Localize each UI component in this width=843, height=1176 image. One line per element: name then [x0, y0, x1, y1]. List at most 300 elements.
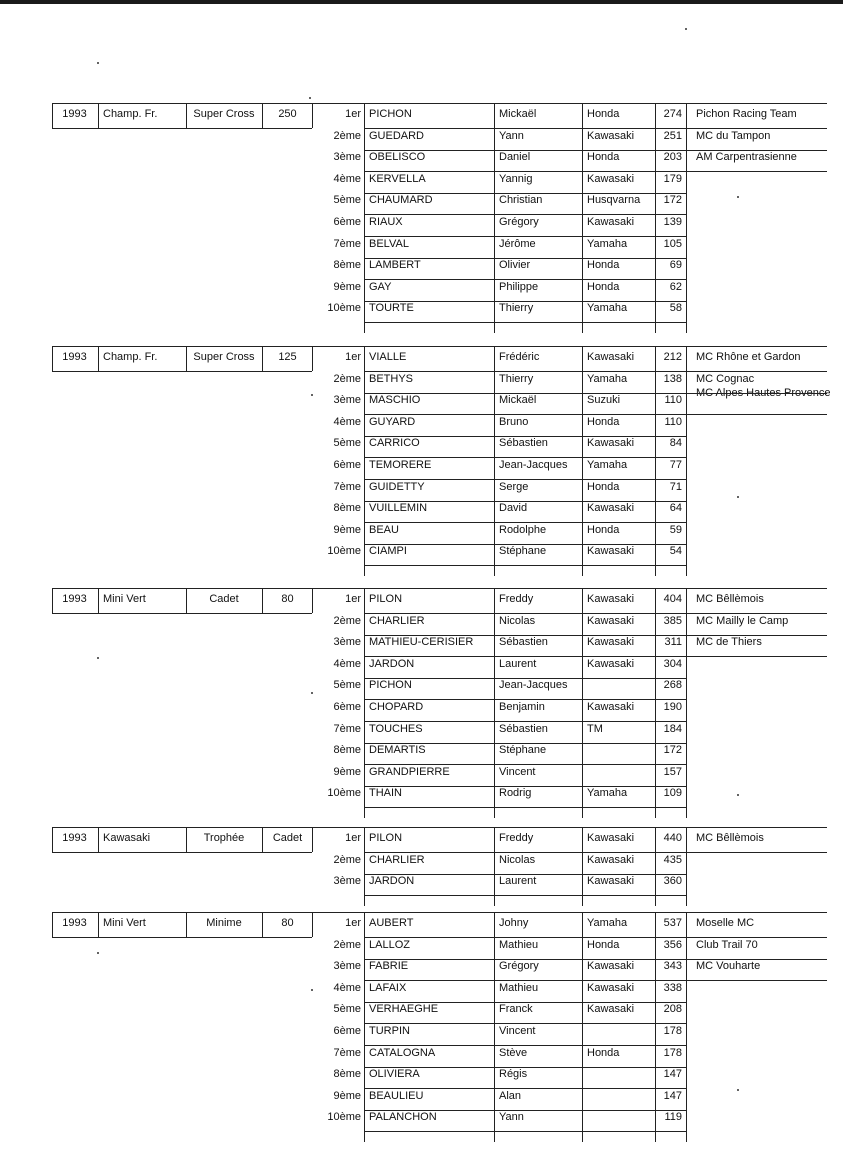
position-cell: 4ème	[333, 981, 361, 994]
section-header-underline	[52, 937, 312, 938]
category-cell: Minime	[206, 917, 242, 929]
class-cell: 125	[278, 351, 297, 363]
position-cell: 2ème	[333, 853, 361, 866]
points-cell: 109	[663, 787, 682, 800]
column-divider	[655, 912, 656, 1142]
brand-cell: Kawasaki	[587, 701, 635, 713]
last-name-cell: DEMARTIS	[369, 744, 426, 757]
position-cell: 1er	[345, 108, 361, 120]
column-divider	[582, 103, 583, 333]
first-name-cell: Vincent	[499, 1025, 536, 1037]
last-name-cell: GUIDETTY	[369, 480, 425, 493]
points-cell: 69	[669, 259, 682, 272]
points-cell: 147	[663, 1089, 682, 1102]
section-top-rule-right	[313, 103, 827, 104]
team-cell: AM Carpentrasienne	[696, 151, 797, 164]
scan-speck	[97, 62, 99, 64]
first-name-cell: Philippe	[499, 280, 539, 293]
last-name-cell: PILON	[369, 832, 403, 844]
points-cell: 274	[663, 108, 682, 120]
last-name-cell: BEAU	[369, 523, 399, 536]
last-name-cell: GUYARD	[369, 415, 416, 428]
position-cell: 4ème	[333, 657, 361, 670]
brand-cell: Kawasaki	[587, 172, 635, 185]
brand-cell: Kawasaki	[587, 1003, 635, 1016]
brand-cell: Kawasaki	[587, 636, 635, 649]
header-divider	[98, 346, 99, 371]
header-divider	[98, 827, 99, 852]
position-cell: 9ème	[333, 523, 361, 536]
points-cell: 62	[669, 280, 682, 293]
last-name-cell: THAIN	[369, 787, 402, 800]
last-name-cell: LALLOZ	[369, 938, 410, 951]
championship-cell: Champ. Fr.	[103, 351, 158, 363]
column-divider	[582, 346, 583, 576]
points-cell: 58	[669, 302, 682, 315]
points-cell: 311	[664, 636, 682, 649]
championship-cell: Kawasaki	[103, 832, 151, 844]
points-cell: 172	[663, 744, 682, 757]
team-rule	[687, 393, 827, 394]
position-cell: 10ème	[327, 302, 361, 315]
brand-cell: Kawasaki	[587, 832, 635, 844]
page-top-border	[0, 0, 843, 4]
position-cell: 3ème	[333, 151, 361, 164]
last-name-cell: PICHON	[369, 108, 412, 120]
team-rule	[687, 171, 827, 172]
position-cell: 6ème	[333, 1025, 361, 1037]
column-divider	[655, 827, 656, 906]
first-name-cell: Sébastien	[499, 437, 548, 450]
column-divider	[686, 346, 687, 576]
section-top-rule	[52, 103, 312, 104]
section-top-rule	[52, 827, 312, 828]
brand-cell: Yamaha	[587, 372, 628, 385]
last-name-cell: JARDON	[369, 657, 415, 670]
position-cell: 3ème	[333, 960, 361, 973]
points-cell: 172	[663, 194, 682, 207]
category-cell: Super Cross	[193, 108, 255, 120]
scan-speck	[309, 97, 311, 99]
section-header-underline	[52, 852, 312, 853]
first-name-cell: David	[499, 502, 528, 515]
position-cell: 2ème	[333, 372, 361, 385]
position-cell: 6ème	[333, 701, 361, 713]
last-name-cell: TURPIN	[369, 1025, 410, 1037]
points-cell: 59	[669, 523, 682, 536]
first-name-cell: Christian	[499, 194, 543, 207]
first-name-cell: Johny	[499, 917, 529, 929]
brand-cell: Kawasaki	[587, 593, 635, 605]
row-rule	[365, 1131, 686, 1132]
class-cell: 80	[281, 593, 294, 605]
points-cell: 208	[663, 1003, 682, 1016]
position-cell: 6ème	[333, 459, 361, 471]
brand-cell: Honda	[587, 1046, 620, 1059]
column-divider	[364, 588, 365, 818]
column-divider	[364, 346, 365, 576]
points-cell: 157	[663, 765, 682, 778]
first-name-cell: Yann	[499, 1111, 524, 1124]
first-name-cell: Thierry	[499, 372, 534, 385]
points-cell: 184	[663, 722, 682, 735]
points-cell: 440	[663, 832, 682, 844]
brand-cell: Kawasaki	[587, 875, 635, 888]
last-name-cell: VIALLE	[369, 351, 407, 363]
points-cell: 343	[663, 960, 682, 973]
first-name-cell: Grégory	[499, 960, 539, 973]
first-name-cell: Rodrig	[499, 787, 532, 800]
position-cell: 9ème	[333, 765, 361, 778]
first-name-cell: Bruno	[499, 415, 529, 428]
last-name-cell: PICHON	[369, 679, 412, 692]
last-name-cell: FABRIE	[369, 960, 409, 973]
first-name-cell: Mathieu	[499, 938, 539, 951]
last-name-cell: GUEDARD	[369, 129, 425, 142]
first-name-cell: Thierry	[499, 302, 534, 315]
category-cell: Trophée	[203, 832, 245, 844]
first-name-cell: Rodolphe	[499, 523, 547, 536]
position-cell: 3ème	[333, 636, 361, 649]
last-name-cell: CATALOGNA	[369, 1046, 436, 1059]
last-name-cell: MATHIEU-CERISIER	[369, 636, 474, 649]
team-rule	[687, 414, 827, 415]
points-cell: 338	[663, 981, 682, 994]
championship-cell: Mini Vert	[103, 593, 146, 605]
first-name-cell: Sébastien	[499, 722, 548, 735]
last-name-cell: BETHYS	[369, 372, 414, 385]
team-cell: MC Mailly le Camp	[696, 614, 789, 627]
first-name-cell: Frédéric	[499, 351, 540, 363]
scan-speck	[737, 196, 739, 198]
points-cell: 84	[669, 437, 682, 450]
row-rule	[365, 807, 686, 808]
position-cell: 2ème	[333, 129, 361, 142]
last-name-cell: OLIVIERA	[369, 1068, 420, 1081]
section-header-underline	[52, 371, 312, 372]
scan-speck	[737, 794, 739, 796]
team-rule	[687, 656, 827, 657]
points-cell: 178	[663, 1025, 682, 1037]
first-name-cell: Stève	[499, 1046, 528, 1059]
scan-speck	[685, 28, 687, 30]
team-rule	[687, 371, 827, 372]
last-name-cell: TOURTE	[369, 302, 414, 315]
last-name-cell: CIAMPI	[369, 545, 407, 558]
position-cell: 8ème	[333, 259, 361, 272]
year-cell: 1993	[62, 108, 87, 120]
first-name-cell: Vincent	[499, 765, 536, 778]
team-cell: MC Bêllèmois	[696, 593, 764, 605]
points-cell: 178	[663, 1046, 682, 1059]
points-cell: 54	[669, 545, 682, 558]
points-cell: 110	[664, 394, 682, 407]
position-cell: 6ème	[333, 216, 361, 228]
team-cell: MC Cognac	[696, 372, 755, 385]
first-name-cell: Serge	[499, 480, 529, 493]
first-name-cell: Yann	[499, 129, 524, 142]
section-top-rule-right	[313, 588, 827, 589]
brand-cell: Honda	[587, 480, 620, 493]
team-rule	[687, 635, 827, 636]
position-cell: 2ème	[333, 938, 361, 951]
first-name-cell: Yannig	[499, 172, 533, 185]
position-cell: 9ème	[333, 280, 361, 293]
brand-cell: Honda	[587, 259, 620, 272]
team-cell: MC de Thiers	[696, 636, 762, 649]
brand-cell: Kawasaki	[587, 502, 635, 515]
brand-cell: Honda	[587, 523, 620, 536]
brand-cell: Honda	[587, 415, 620, 428]
first-name-cell: Grégory	[499, 216, 539, 228]
column-divider	[364, 912, 365, 1142]
points-cell: 71	[669, 480, 682, 493]
first-name-cell: Mickaël	[499, 108, 537, 120]
first-name-cell: Benjamin	[499, 701, 545, 713]
column-divider	[582, 588, 583, 818]
column-divider	[582, 912, 583, 1142]
position-cell: 7ème	[333, 237, 361, 250]
scan-speck	[97, 952, 99, 954]
last-name-cell: OBELISCO	[369, 151, 426, 164]
team-cell: Club Trail 70	[696, 938, 758, 951]
first-name-cell: Mickaël	[499, 394, 537, 407]
header-divider	[98, 588, 99, 613]
header-divider	[98, 103, 99, 128]
section-header-underline	[52, 128, 312, 129]
championship-cell: Mini Vert	[103, 917, 146, 929]
team-cell: Moselle MC	[696, 917, 755, 929]
section-top-rule-right	[313, 346, 827, 347]
position-cell: 5ème	[333, 1003, 361, 1016]
last-name-cell: VERHAEGHE	[369, 1003, 439, 1016]
brand-cell: Kawasaki	[587, 981, 635, 994]
championship-cell: Champ. Fr.	[103, 108, 158, 120]
brand-cell: Yamaha	[587, 237, 628, 250]
points-cell: 77	[669, 459, 682, 471]
first-name-cell: Nicolas	[499, 853, 536, 866]
column-divider	[655, 346, 656, 576]
team-cell: MC du Tampon	[696, 129, 771, 142]
position-cell: 5ème	[333, 194, 361, 207]
position-cell: 8ème	[333, 1068, 361, 1081]
brand-cell: Yamaha	[587, 302, 628, 315]
row-rule	[365, 565, 686, 566]
position-cell: 4ème	[333, 172, 361, 185]
points-cell: 138	[663, 372, 682, 385]
scan-speck	[737, 496, 739, 498]
last-name-cell: BELVAL	[369, 237, 409, 250]
points-cell: 360	[663, 875, 682, 888]
class-cell: Cadet	[272, 832, 303, 844]
position-cell: 7ème	[333, 1046, 361, 1059]
last-name-cell: CARRICO	[369, 437, 420, 450]
position-cell: 7ème	[333, 722, 361, 735]
position-cell: 7ème	[333, 480, 361, 493]
first-name-cell: Jean-Jacques	[499, 459, 568, 471]
brand-cell: Kawasaki	[587, 216, 635, 228]
position-cell: 10ème	[327, 787, 361, 800]
position-cell: 10ème	[327, 545, 361, 558]
first-name-cell: Jean-Jacques	[499, 679, 568, 692]
brand-cell: Kawasaki	[587, 545, 635, 558]
position-cell: 1er	[345, 917, 361, 929]
brand-cell: Yamaha	[587, 787, 628, 800]
header-divider	[98, 912, 99, 937]
first-name-cell: Freddy	[499, 832, 534, 844]
section-top-rule	[52, 346, 312, 347]
brand-cell: Kawasaki	[587, 129, 635, 142]
team-cell: MC Vouharte	[696, 960, 761, 973]
first-name-cell: Laurent	[499, 875, 537, 888]
brand-cell: Kawasaki	[587, 437, 635, 450]
points-cell: 356	[663, 938, 682, 951]
section-top-rule-right	[313, 912, 827, 913]
points-cell: 203	[663, 151, 682, 164]
brand-cell: Honda	[587, 108, 620, 120]
section-top-rule-right	[313, 827, 827, 828]
team-rule	[687, 613, 827, 614]
team-cell: MC Bêllèmois	[696, 832, 764, 844]
position-cell: 2ème	[333, 614, 361, 627]
column-divider	[582, 827, 583, 906]
section-top-rule	[52, 588, 312, 589]
last-name-cell: MASCHIO	[369, 394, 421, 407]
last-name-cell: CHAUMARD	[369, 194, 433, 207]
last-name-cell: PALANCHON	[369, 1111, 437, 1124]
points-cell: 110	[664, 415, 682, 428]
position-cell: 1er	[345, 832, 361, 844]
brand-cell: Honda	[587, 938, 620, 951]
brand-cell: Honda	[587, 151, 620, 164]
last-name-cell: TOUCHES	[369, 722, 423, 735]
points-cell: 147	[663, 1068, 682, 1081]
brand-cell: Husqvarna	[587, 194, 641, 207]
brand-cell: Kawasaki	[587, 853, 635, 866]
column-divider	[655, 103, 656, 333]
category-cell: Super Cross	[193, 351, 255, 363]
last-name-cell: LAMBERT	[369, 259, 421, 272]
last-name-cell: GRANDPIERRE	[369, 765, 450, 778]
class-cell: 80	[281, 917, 294, 929]
scan-speck	[97, 657, 99, 659]
last-name-cell: CHARLIER	[369, 614, 425, 627]
section-top-rule	[52, 912, 312, 913]
first-name-cell: Freddy	[499, 593, 534, 605]
last-name-cell: GAY	[369, 280, 392, 293]
team-cell: MC Rhône et Gardon	[696, 351, 801, 363]
points-cell: 105	[663, 237, 682, 250]
points-cell: 179	[663, 172, 682, 185]
first-name-cell: Olivier	[499, 259, 531, 272]
year-cell: 1993	[62, 832, 87, 844]
last-name-cell: BEAULIEU	[369, 1089, 424, 1102]
position-cell: 8ème	[333, 502, 361, 515]
team-rule	[687, 128, 827, 129]
points-cell: 435	[663, 853, 682, 866]
last-name-cell: LAFAIX	[369, 981, 407, 994]
first-name-cell: Sébastien	[499, 636, 548, 649]
team-cell: Pichon Racing Team	[696, 108, 797, 120]
scan-speck	[737, 1089, 739, 1091]
first-name-cell: Daniel	[499, 151, 531, 164]
team-rule	[687, 852, 827, 853]
position-cell: 10ème	[327, 1111, 361, 1124]
first-name-cell: Mathieu	[499, 981, 539, 994]
column-divider	[364, 103, 365, 333]
position-cell: 4ème	[333, 415, 361, 428]
team-rule	[687, 150, 827, 151]
points-cell: 139	[663, 216, 682, 228]
first-name-cell: Jérôme	[499, 237, 536, 250]
brand-cell: Kawasaki	[587, 657, 635, 670]
team-rule	[687, 980, 827, 981]
column-divider	[655, 588, 656, 818]
team-rule	[687, 959, 827, 960]
last-name-cell: AUBERT	[369, 917, 414, 929]
team-cell: MC Alpes Hautes Provence	[696, 387, 831, 400]
class-cell: 250	[278, 108, 297, 120]
last-name-cell: RIAUX	[369, 216, 403, 228]
position-cell: 5ème	[333, 679, 361, 692]
position-cell: 8ème	[333, 744, 361, 757]
points-cell: 537	[663, 917, 682, 929]
last-name-cell: CHOPARD	[369, 701, 424, 713]
points-cell: 385	[663, 614, 682, 627]
last-name-cell: JARDON	[369, 875, 415, 888]
column-divider	[364, 827, 365, 906]
points-cell: 268	[663, 679, 682, 692]
year-cell: 1993	[62, 593, 87, 605]
points-cell: 119	[664, 1111, 682, 1124]
column-divider	[686, 103, 687, 333]
last-name-cell: PILON	[369, 593, 403, 605]
points-cell: 212	[663, 351, 682, 363]
brand-cell: Kawasaki	[587, 960, 635, 973]
year-cell: 1993	[62, 351, 87, 363]
brand-cell: Kawasaki	[587, 614, 635, 627]
first-name-cell: Laurent	[499, 657, 537, 670]
column-divider	[686, 827, 687, 906]
position-cell: 1er	[345, 351, 361, 363]
row-rule	[365, 895, 686, 896]
brand-cell: Kawasaki	[587, 351, 635, 363]
last-name-cell: TEMORERE	[369, 459, 432, 471]
position-cell: 9ème	[333, 1089, 361, 1102]
category-cell: Cadet	[209, 593, 239, 605]
brand-cell: TM	[587, 722, 603, 735]
last-name-cell: KERVELLA	[369, 172, 426, 185]
position-cell: 3ème	[333, 394, 361, 407]
column-divider	[686, 912, 687, 1142]
row-rule	[365, 322, 686, 323]
brand-cell: Yamaha	[587, 459, 628, 471]
first-name-cell: Franck	[499, 1003, 533, 1016]
year-cell: 1993	[62, 917, 87, 929]
first-name-cell: Régis	[499, 1068, 528, 1081]
brand-cell: Suzuki	[587, 394, 621, 407]
first-name-cell: Nicolas	[499, 614, 536, 627]
points-cell: 64	[669, 502, 682, 515]
first-name-cell: Stéphane	[499, 744, 547, 757]
points-cell: 190	[663, 701, 682, 713]
position-cell: 5ème	[333, 437, 361, 450]
team-rule	[687, 937, 827, 938]
points-cell: 304	[663, 657, 682, 670]
last-name-cell: VUILLEMIN	[369, 502, 428, 515]
column-divider	[686, 588, 687, 818]
last-name-cell: CHARLIER	[369, 853, 425, 866]
